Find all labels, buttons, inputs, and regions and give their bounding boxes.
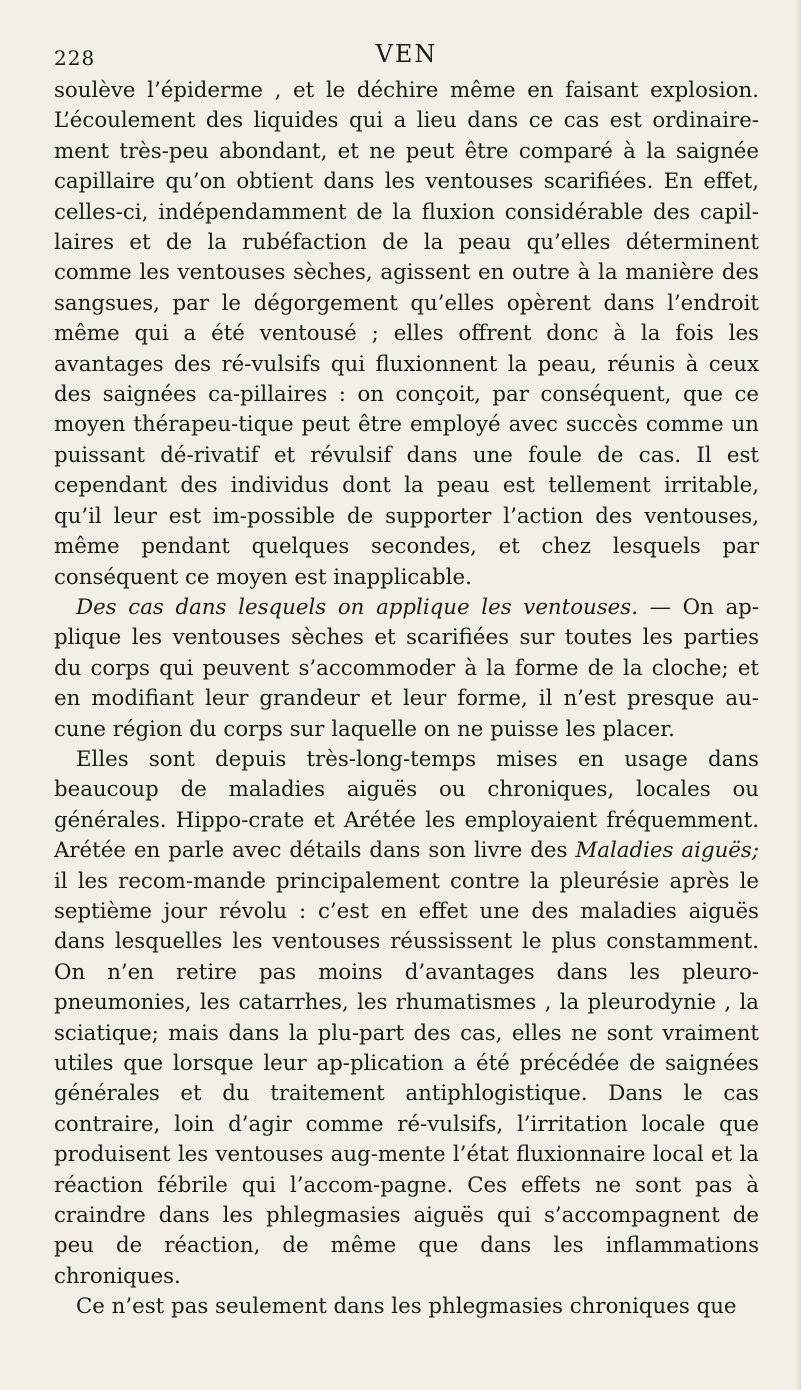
paragraph-text: — On ap-plique les ventouses sèches et scarifiées sur toutes les parties du corps qui peuvent s’accommoder à la forme de la cloche; et en modifiant leur grandeur et leur forme, il n’est presque au-cune région du corps sur laquelle on ne puisse les placer.	[54, 594, 759, 742]
paragraph-section-start	[54, 593, 759, 745]
section-heading: Des cas dans lesquels on applique les ventouses.	[76, 594, 638, 620]
paragraph-text: soulève l’épiderme , et le déchire même en faisant explosion. L’écoulement des liquides qui a lieu dans ce cas est ordinaire-ment très-peu abondant, et ne peut être comparé à la saignée capillaire qu’on obtient dans les ventouses scarifiées. En effet, celles-ci, indépendamment de la fluxion considérable des capil-laires et de la rubéfaction de la peau qu’elles déterminent comme les ventouses sèches, agissent en outre à la manière des sangsues, par le dégorgement qu’elles opèrent dans l’endroit même qui a été ventousé ; elles offrent donc à la fois les avantages des ré-vulsifs qui fluxionnent la peau, réunis à ceux des saignées ca-pillaires : on conçoit, par conséquent, que ce moyen thérapeu-tique peut être employé avec succès comme un puissant dé-rivatif et révulsif dans une foule de cas. Il est cependant des individus dont la peau est tellement irritable, qu’il leur est im-possible de supporter l’action des ventouses, même pendant quelques secondes, et chez lesquels par conséquent ce moyen est inapplicable.	[54, 78, 759, 590]
body-text	[54, 76, 759, 1323]
book-title: Maladies aiguës;	[575, 838, 759, 864]
paragraph-text: Ce n’est pas seulement dans les phlegmasies chroniques que	[76, 1294, 737, 1320]
page-number: 228	[54, 46, 96, 70]
paragraph-history	[54, 745, 759, 1292]
paragraph-text: Elles sont depuis très-long-temps mises en usage dans beaucoup de maladies aiguës ou chroniques, locales ou générales. Hippo-crate et Arétée les employaient fréquemment. Arétée en parle avec détails dans son livre des	[54, 746, 759, 864]
paragraph-final	[54, 1292, 759, 1322]
running-head	[54, 40, 759, 70]
paragraph-text: il les recom-mande principalement contre la pleurésie après le septième jour révolu : c’est en effet une des maladies aiguës dans lesquelles les ventouses réussissent le plus constamment. On n’en retire pas moins d’avantages dans les pleuro-pneumonies, les catarrhes, les rhumatismes , la pleurodynie , la sciatique; mais dans la plu-part des cas, elles ne sont vraiment utiles que lorsque leur ap-plication a été précédée de saignées générales et du traitement antiphlogistique. Dans le cas contraire, loin d’agir comme ré-vulsifs, l’irritation locale que produisent les ventouses aug-mente l’état fluxionnaire local et la réaction fébrile qui l’accom-pagne. Ces effets ne sont pas à craindre dans les phlegmasies aiguës qui s’accompagnent de peu de réaction, de même que dans les inflammations chroniques.	[54, 868, 759, 1289]
paragraph-continuation	[54, 76, 759, 593]
page-edge	[795, 0, 801, 1390]
running-title: VEN	[375, 40, 438, 68]
